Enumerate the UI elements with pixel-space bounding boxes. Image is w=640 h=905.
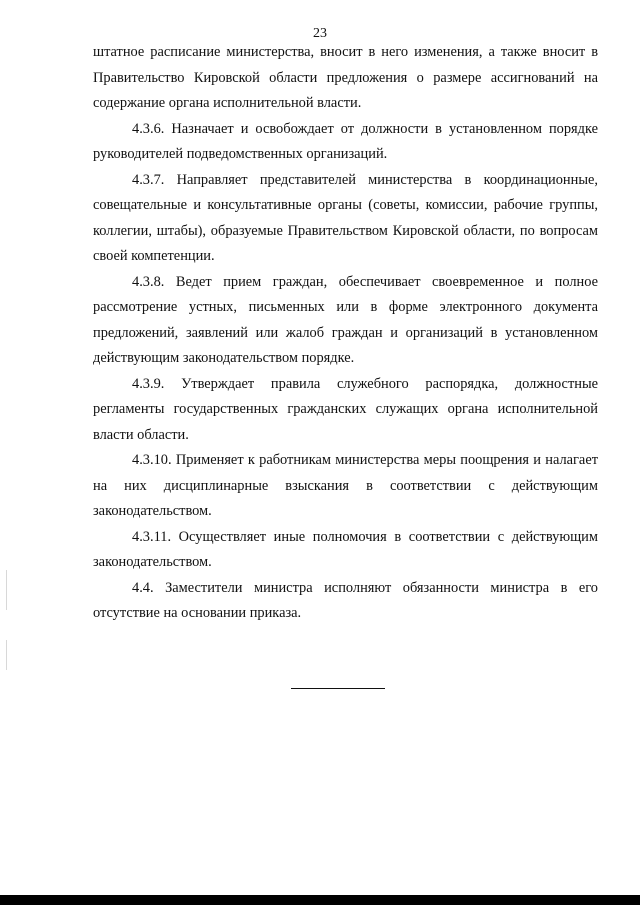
page-number: 23 — [313, 26, 327, 41]
paragraph-4-3-7: 4.3.7. Направляет представителей министерства в координационные, совещательные и консультативные органы (советы, комиссии, рабочие группы, коллегии, штабы), образуемые Правительством Кировской области, по вопросам своей компетенции. — [93, 171, 598, 264]
scan-artifact — [6, 640, 7, 670]
paragraph-4-3-6: 4.3.6. Назначает и освобождает от должности в установленном порядке руководителей подведомственных организаций. — [93, 120, 598, 162]
scan-bottom-border — [0, 895, 640, 905]
paragraph-4-3-9: 4.3.9. Утверждает правила служебного распорядка, должностные регламенты государственных гражданских служащих органа исполнительной власти области. — [93, 375, 598, 443]
scan-artifact — [6, 570, 7, 610]
paragraph-4-3-8: 4.3.8. Ведет прием граждан, обеспечивает своевременное и полное рассмотрение устных, письменных или в форме электронного документа предложений, заявлений или жалоб граждан и организаций в установленном действующим законодательством порядке. — [93, 273, 598, 366]
document-body — [93, 40, 598, 627]
end-divider-line — [291, 688, 385, 689]
paragraph-4-3-11: 4.3.11. Осуществляет иные полномочия в соответствии с действующим законодательством. — [93, 528, 598, 570]
paragraph-4-4: 4.4. Заместители министра исполняют обязанности министра в его отсутствие на основании приказа. — [93, 579, 598, 621]
paragraph-4-3-10: 4.3.10. Применяет к работникам министерства меры поощрения и налагает на них дисциплинарные взыскания в соответствии с действующим законодательством. — [93, 452, 598, 519]
paragraph-continuation: штатное расписание министерства, вносит в него изменения, а также вносит в Правительство Кировской области предложения о размере ассигнований на содержание органа исполнительной власти. — [93, 44, 598, 111]
